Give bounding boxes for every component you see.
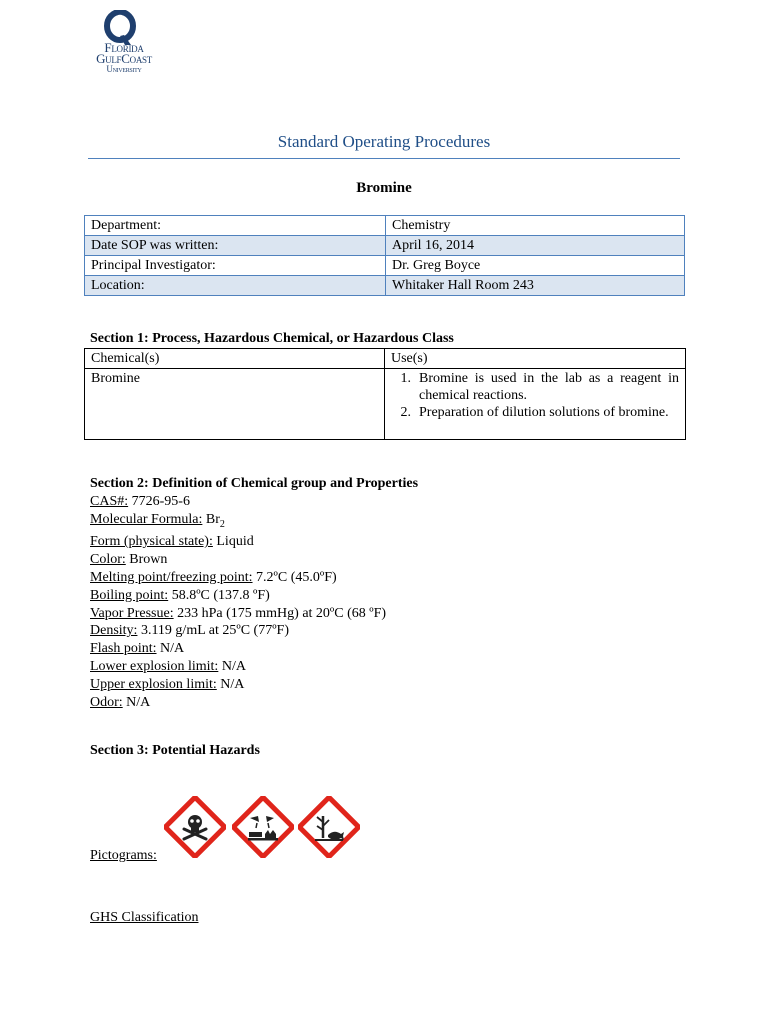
info-value: April 16, 2014 (386, 236, 685, 256)
property-label: Density: (90, 623, 138, 639)
list-item (391, 370, 679, 404)
logo-line-2: GulfCoast (96, 51, 152, 66)
property-value: Brown (129, 552, 168, 568)
table-row (85, 369, 686, 440)
property-value: Liquid (216, 534, 254, 550)
property-label: Boiling point: (90, 587, 169, 603)
property-value: 7.2ºC (45.0ºF) (256, 569, 337, 585)
uses-cell (385, 369, 686, 440)
logo-line-1: Florida (104, 40, 144, 55)
property-label: Lower explosion limit: (90, 658, 219, 674)
property-value: N/A (126, 694, 151, 710)
chemical-title: Bromine (356, 180, 412, 196)
property-subscript: 2 (219, 518, 225, 530)
chemical-use-table (84, 348, 686, 440)
table-row (85, 216, 685, 236)
property-row (90, 658, 386, 676)
col-header-uses: Use(s) (385, 349, 686, 369)
pictograms-label: Pictograms: (90, 848, 157, 863)
logo-line-3: University (106, 64, 142, 74)
property-row (90, 676, 386, 694)
property-value: 58.8ºC (137.8 ºF) (171, 587, 270, 603)
property-label: Molecular Formula: (90, 511, 203, 527)
table-row (85, 276, 685, 296)
property-row (90, 622, 386, 640)
info-label: Date SOP was written: (85, 236, 386, 256)
university-logo (86, 10, 162, 86)
list-text: Preparation of dilution solutions of bromine. (419, 405, 669, 420)
properties-list (90, 493, 386, 711)
property-label: CAS#: (90, 494, 129, 509)
info-value: Chemistry (386, 216, 685, 236)
property-label: Flash point: (90, 641, 157, 657)
list-item (391, 404, 679, 421)
corrosion-icon (232, 796, 294, 858)
sop-info-table (84, 215, 685, 296)
uses-list (391, 370, 679, 421)
info-label: Department: (85, 216, 386, 236)
property-label: Melting point/freezing point: (90, 569, 253, 585)
info-label: Location: (85, 276, 386, 296)
property-value: N/A (220, 676, 245, 692)
property-row (90, 605, 386, 623)
skull-crossbones-icon (164, 796, 226, 858)
list-number: 1. (400, 371, 411, 386)
list-text: Bromine is used in the lab as a reagent in chemical reactions. (419, 371, 679, 403)
table-header-row (85, 349, 686, 369)
property-label: Vapor Pressue: (90, 605, 174, 621)
property-row (90, 640, 386, 658)
property-row (90, 587, 386, 605)
property-value: 233 hPa (175 mmHg) at 20ºC (68 ºF) (177, 605, 387, 621)
property-value: 3.119 g/mL at 25ºC (77ºF) (140, 623, 289, 639)
property-value: N/A (160, 641, 185, 657)
logo-wordmark (86, 42, 162, 75)
info-label: Principal Investigator: (85, 256, 386, 276)
page-title: Standard Operating Procedures (277, 132, 491, 151)
property-value: 7726-95-6 (131, 494, 190, 509)
info-value: Dr. Greg Boyce (386, 256, 685, 276)
property-value: N/A (221, 658, 246, 674)
property-label: Form (physical state): (90, 534, 213, 550)
ghs-classification-heading: GHS Classification (90, 910, 199, 925)
list-number: 2. (400, 405, 411, 420)
property-row (90, 569, 386, 587)
section-2-heading: Section 2: Definition of Chemical group and Properties (90, 476, 419, 491)
section-3-heading: Section 3: Potential Hazards (90, 743, 260, 758)
property-label: Color: (90, 552, 126, 568)
property-label: Upper explosion limit: (90, 676, 217, 692)
property-row (90, 551, 386, 569)
chemical-cell: Bromine (85, 369, 385, 440)
property-row (90, 533, 386, 551)
info-value: Whitaker Hall Room 243 (386, 276, 685, 296)
section-1-heading: Section 1: Process, Hazardous Chemical, or Hazardous Class (90, 331, 454, 346)
property-label: Odor: (90, 694, 123, 710)
table-row (85, 256, 685, 276)
table-row (85, 236, 685, 256)
property-row (90, 511, 386, 534)
property-row (90, 493, 386, 511)
environment-icon (298, 796, 360, 858)
title-divider (88, 158, 680, 159)
property-row (90, 694, 386, 712)
property-value: Br (205, 511, 220, 527)
col-header-chemicals: Chemical(s) (85, 349, 385, 369)
